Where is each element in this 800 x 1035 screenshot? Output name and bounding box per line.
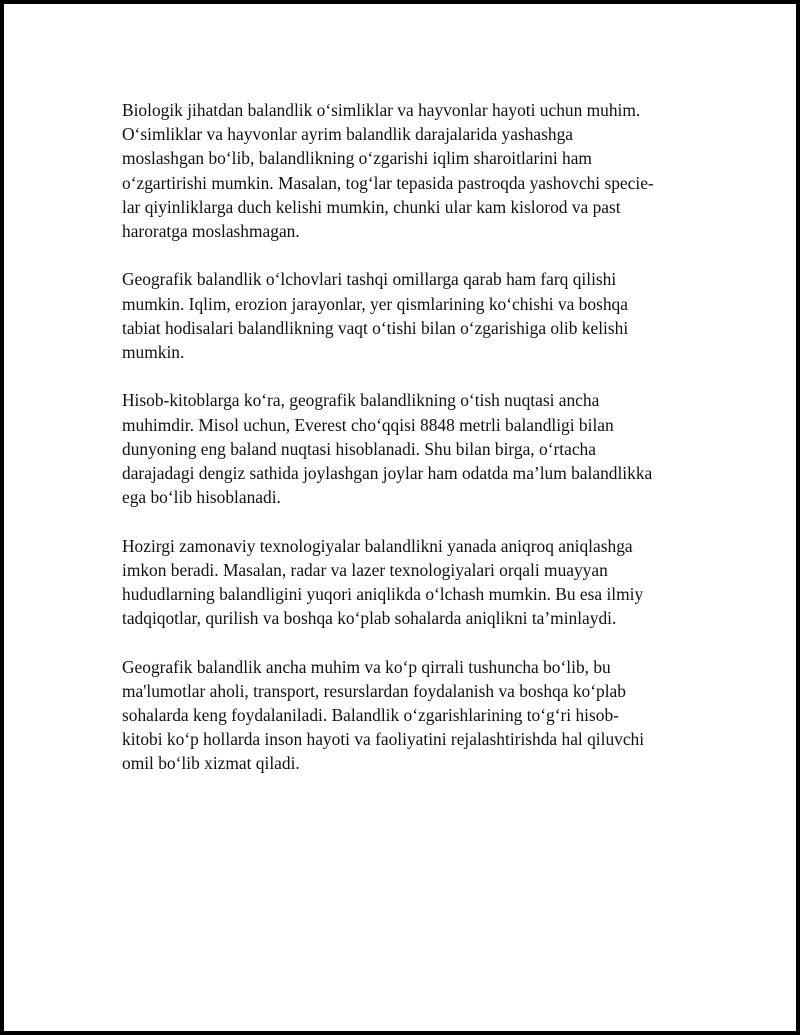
text-line: Biologik jihatdan balandlik o‘simliklar va hayvonlar hayoti uchun muhim.	[122, 100, 641, 120]
text-line: moslashgan bo‘lib, balandlikning o‘zgarishi iqlim sharoitlarini ham	[122, 148, 592, 169]
text-line: haroratga moslashmagan.	[122, 221, 300, 242]
text-line: Hisob-kitoblarga ko‘ra, geografik balandlikning o‘tish nuqtasi ancha	[122, 390, 600, 411]
text-line: imkon beradi. Masalan, radar va lazer texnologiyalari orqali muayyan	[122, 559, 608, 580]
text-line: O‘simliklar va hayvonlar ayrim balandlik darajalarida yashashga	[122, 124, 574, 145]
paragraph-4	[122, 534, 690, 631]
text-line: kitobi ko‘p hollarda inson hayoti va faoliyatini rejalashtirishda hal qiluvchi	[122, 729, 645, 750]
paragraph-3	[122, 388, 690, 509]
text-line: tadqiqotlar, qurilish va boshqa ko‘plab sohalarda aniqlikni ta’minlaydi.	[122, 608, 617, 629]
text-line: Geografik balandlik ancha muhim va ko‘p qirrali tushuncha bo‘lib, bu	[122, 656, 611, 677]
text-line: Hozirgi zamonaviy texnologiyalar balandlikni yanada aniqroq aniqlashga	[122, 535, 633, 556]
paragraph-5	[122, 655, 690, 776]
text-line: ega bo‘lib hisoblanadi.	[122, 487, 281, 508]
text-line: mumkin.	[122, 342, 185, 363]
text-line: omil bo‘lib xizmat qiladi.	[122, 753, 300, 774]
document-body	[122, 98, 690, 800]
text-line: sohalarda keng foydalaniladi. Balandlik o‘zgarishlarining to‘g‘ri hisob-	[122, 705, 619, 726]
text-line: muhimdir. Misol uchun, Everest cho‘qqisi 8848 metrli balandligi bilan	[122, 414, 614, 435]
text-line: lar qiyinliklarga duch kelishi mumkin, chunki ular kam kislorod va past	[122, 196, 621, 217]
text-line: ma'lumotlar aholi, transport, resurslardan foydalanish va boshqa ko‘plab	[122, 680, 626, 701]
paragraph-1	[122, 98, 690, 243]
text-line: mumkin. Iqlim, erozion jarayonlar, yer qismlarining ko‘chishi va boshqa	[122, 293, 628, 314]
text-line: dunyoning eng baland nuqtasi hisoblanadi. Shu bilan birga, o‘rtacha	[122, 438, 596, 459]
text-line: o‘zgartirishi mumkin. Masalan, tog‘lar tepasida pastroqda yashovchi specie-	[122, 172, 654, 193]
paragraph-2	[122, 267, 690, 364]
text-line: darajadagi dengiz sathida joylashgan joylar ham odatda ma’lum balandlikka	[122, 463, 653, 484]
text-line: hududlarning balandligini yuqori aniqlikda o‘lchash mumkin. Bu esa ilmiy	[122, 584, 644, 605]
text-line: Geografik balandlik o‘lchovlari tashqi omillarga qarab ham farq qilishi	[122, 269, 617, 290]
text-line: tabiat hodisalari balandlikning vaqt o‘tishi bilan o‘zgarishiga olib kelishi	[122, 317, 629, 338]
